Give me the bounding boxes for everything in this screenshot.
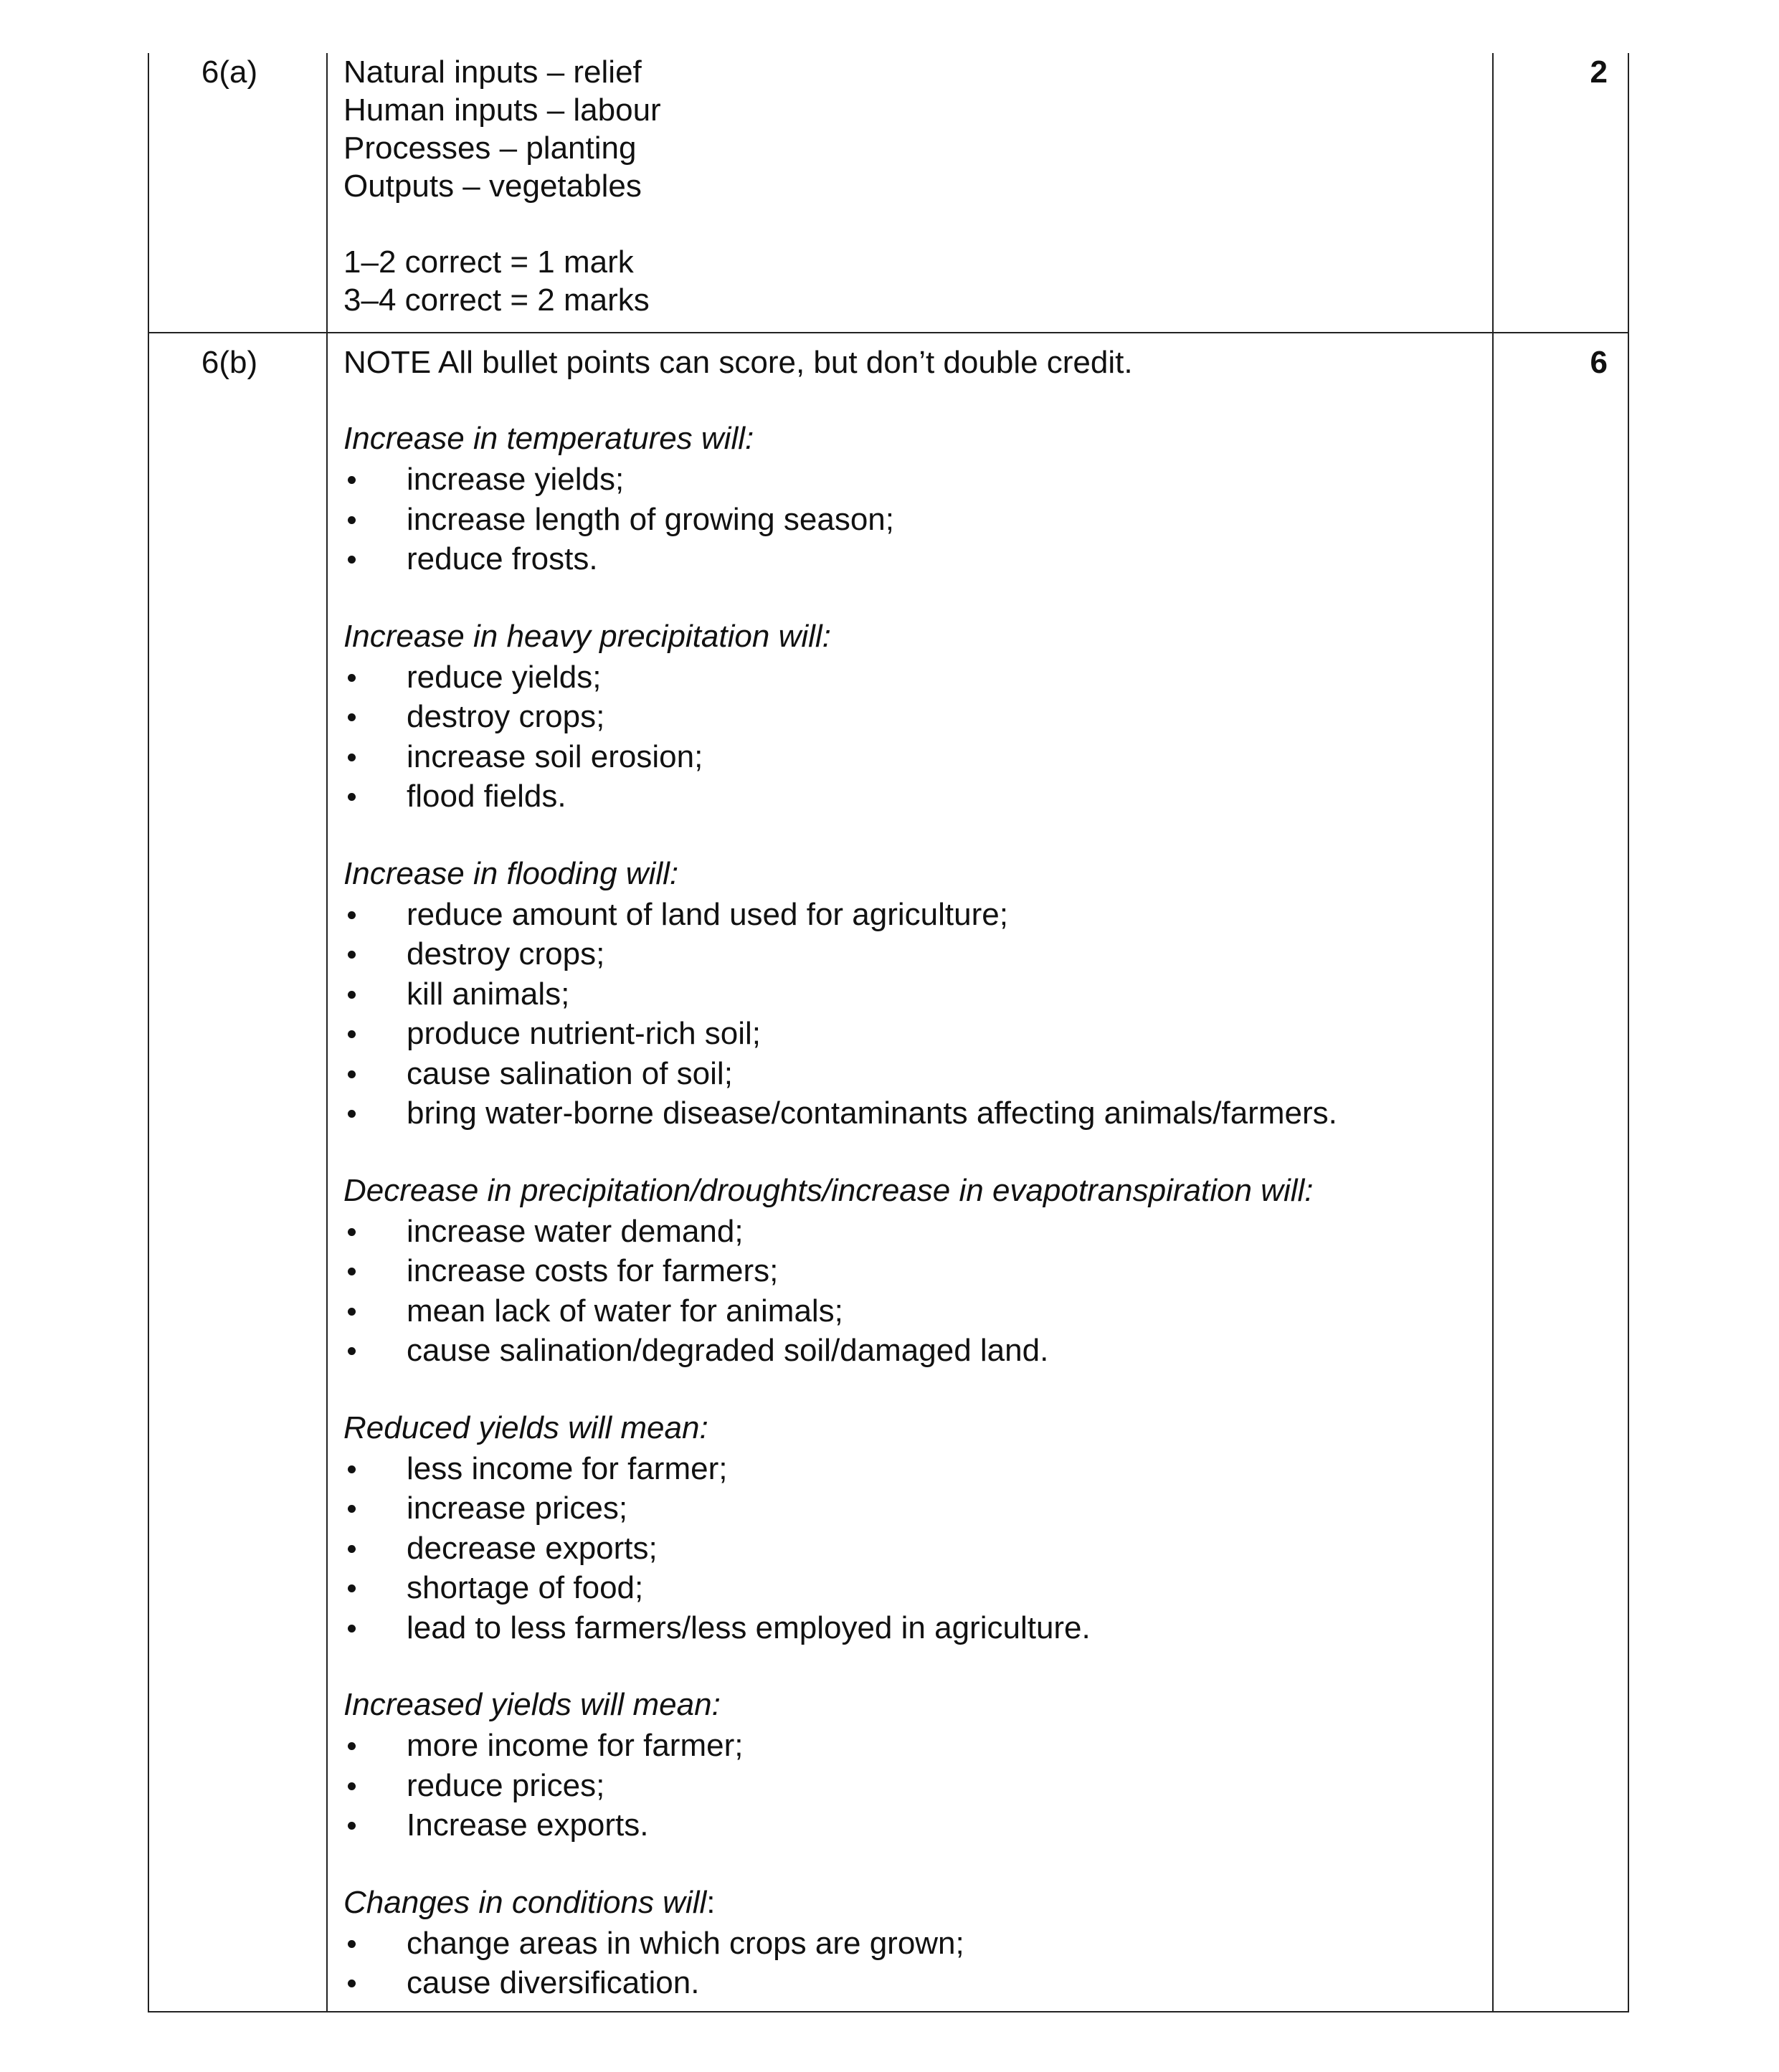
bullet-icon: [348, 1030, 356, 1038]
list-item-text: increase water demand;: [407, 1213, 744, 1249]
bullet-list: [343, 460, 1492, 579]
answer-cell: [327, 53, 1493, 333]
section-heading: [343, 1686, 1492, 1724]
list-item: [343, 1488, 1492, 1529]
list-item: [343, 697, 1492, 737]
bullet-icon: [348, 1822, 356, 1830]
list-item: [343, 974, 1492, 1014]
bullet-icon: [348, 1308, 356, 1316]
marks-cell: [1493, 333, 1628, 2012]
list-item-text: lead to less farmers/less employed in agriculture.: [407, 1610, 1091, 1645]
answer-line: Processes – planting: [343, 130, 637, 166]
list-item: [343, 1568, 1492, 1608]
list-item: [343, 934, 1492, 974]
bullet-icon: [348, 1545, 356, 1553]
table-row-6b: [148, 333, 1628, 2012]
marks-cell: [1493, 53, 1628, 333]
mark-scheme-table: [148, 53, 1629, 2012]
list-item: [343, 1251, 1492, 1291]
section-heading-text: Increase in flooding will:: [343, 855, 679, 891]
bullet-icon: [348, 1110, 356, 1118]
spacer: [343, 205, 1492, 243]
bullet-icon: [348, 516, 356, 524]
list-item: [343, 1093, 1492, 1134]
list-item: [343, 1212, 1492, 1252]
answer-line: Outputs – vegetables: [343, 168, 642, 204]
bullet-icon: [348, 1584, 356, 1592]
section-heading-suffix: :: [706, 1884, 716, 1920]
list-item-text: more income for farmer;: [407, 1728, 744, 1763]
bullet-icon: [348, 1347, 356, 1355]
list-item: [343, 1963, 1492, 2003]
list-item-text: reduce yields;: [407, 659, 602, 695]
list-item-text: increase costs for farmers;: [407, 1253, 779, 1288]
bullet-icon: [348, 1228, 356, 1236]
bullet-icon: [348, 713, 356, 721]
list-item: [343, 539, 1492, 579]
spacer: [343, 817, 1492, 855]
bullet-icon: [348, 1465, 356, 1473]
bullet-list: [343, 895, 1492, 1134]
answer-line: Human inputs – labour: [343, 92, 661, 128]
section-heading: [343, 617, 1492, 655]
bullet-icon: [348, 1268, 356, 1275]
section-heading-text: Increase in temperatures will:: [343, 421, 754, 456]
bullet-list: [343, 1212, 1492, 1371]
list-item-text: decrease exports;: [407, 1530, 658, 1566]
answer-line: Natural inputs – relief: [343, 54, 642, 90]
list-item: [343, 1331, 1492, 1371]
bullet-icon: [348, 793, 356, 801]
list-item-text: less income for farmer;: [407, 1450, 728, 1486]
list-item-text: reduce frosts.: [407, 541, 598, 576]
question-number: 6(a): [201, 54, 258, 90]
section-heading: [343, 419, 1492, 457]
answer-content: [328, 333, 1492, 2003]
list-item: [343, 500, 1492, 540]
list-item: [343, 1805, 1492, 1845]
list-item-text: reduce prices;: [407, 1767, 605, 1803]
spacer: [343, 579, 1492, 617]
bullet-icon: [348, 556, 356, 564]
list-item-text: produce nutrient-rich soil;: [407, 1016, 762, 1051]
bullet-list: [343, 1924, 1492, 2003]
mark-rule: 3–4 correct = 2 marks: [343, 282, 650, 318]
section-heading: [343, 1883, 1492, 1921]
spacer: [343, 1648, 1492, 1686]
list-item-text: change areas in which crops are grown;: [407, 1925, 964, 1961]
note-text: NOTE All bullet points can score, but don’t double credit.: [343, 345, 1133, 380]
list-item-text: increase length of growing season;: [407, 501, 894, 537]
question-number: 6(b): [201, 345, 258, 380]
list-item: [343, 776, 1492, 817]
list-item-text: destroy crops;: [407, 936, 605, 971]
answer-cell: [327, 333, 1493, 2012]
bullet-icon: [348, 911, 356, 919]
list-item-text: reduce amount of land used for agriculture;: [407, 896, 1008, 932]
spacer: [343, 381, 1492, 419]
list-item-text: cause salination of soil;: [407, 1055, 733, 1091]
section-heading-text: Increase in heavy precipitation will:: [343, 618, 831, 654]
list-item: [343, 895, 1492, 935]
list-item: [343, 737, 1492, 777]
table-row-6a: [148, 53, 1628, 333]
list-item: [343, 1529, 1492, 1569]
list-item-text: increase soil erosion;: [407, 738, 703, 774]
bullet-icon: [348, 754, 356, 761]
list-item-text: bring water-borne disease/contaminants affecting animals/farmers.: [407, 1096, 1337, 1131]
bullet-icon: [348, 1980, 356, 1987]
spacer: [343, 1845, 1492, 1883]
mark-rule: 1–2 correct = 1 mark: [343, 244, 634, 280]
bullet-icon: [348, 951, 356, 959]
bullet-icon: [348, 1625, 356, 1633]
section-heading-text: Reduced yields will mean:: [343, 1410, 708, 1445]
list-item: [343, 1054, 1492, 1094]
list-item: [343, 1608, 1492, 1648]
marks-value: 2: [1590, 54, 1608, 90]
bullet-icon: [348, 1742, 356, 1750]
answer-sections: [343, 381, 1492, 2003]
list-item-text: increase prices;: [407, 1491, 628, 1526]
bullet-list: [343, 1449, 1492, 1648]
list-item: [343, 460, 1492, 500]
section-heading: [343, 1409, 1492, 1447]
list-item-text: mean lack of water for animals;: [407, 1293, 843, 1329]
list-item: [343, 1291, 1492, 1331]
section-heading-text: Decrease in precipitation/droughts/increase in evapotranspiration will:: [343, 1172, 1314, 1208]
bullet-icon: [348, 1782, 356, 1790]
section-heading-text: Changes in conditions will: [343, 1884, 707, 1920]
list-item-text: Increase exports.: [407, 1807, 649, 1843]
list-item-text: shortage of food;: [407, 1570, 644, 1605]
list-item-text: destroy crops;: [407, 699, 605, 734]
list-item-text: increase yields;: [407, 462, 625, 497]
question-cell: [148, 53, 327, 333]
section-heading-text: Increased yields will mean:: [343, 1687, 721, 1722]
answer-content: [328, 53, 1492, 319]
bullet-icon: [348, 1940, 356, 1948]
question-cell: [148, 333, 327, 2012]
section-heading: [343, 855, 1492, 893]
bullet-icon: [348, 991, 356, 999]
list-item: [343, 1766, 1492, 1806]
list-item-text: cause salination/degraded soil/damaged land.: [407, 1333, 1049, 1368]
list-item: [343, 1449, 1492, 1489]
bullet-icon: [348, 476, 356, 484]
list-item: [343, 1726, 1492, 1766]
spacer: [343, 1371, 1492, 1409]
marks-value: 6: [1590, 345, 1608, 380]
list-item: [343, 1014, 1492, 1054]
bullet-list: [343, 1726, 1492, 1845]
list-item-text: flood fields.: [407, 779, 566, 814]
bullet-icon: [348, 1070, 356, 1078]
list-item-text: cause diversification.: [407, 1965, 700, 2000]
bullet-list: [343, 657, 1492, 817]
bullet-icon: [348, 674, 356, 682]
section-heading: [343, 1172, 1492, 1210]
list-item: [343, 1924, 1492, 1964]
list-item-text: kill animals;: [407, 976, 570, 1012]
bullet-icon: [348, 1505, 356, 1513]
list-item: [343, 657, 1492, 698]
spacer: [343, 1134, 1492, 1172]
